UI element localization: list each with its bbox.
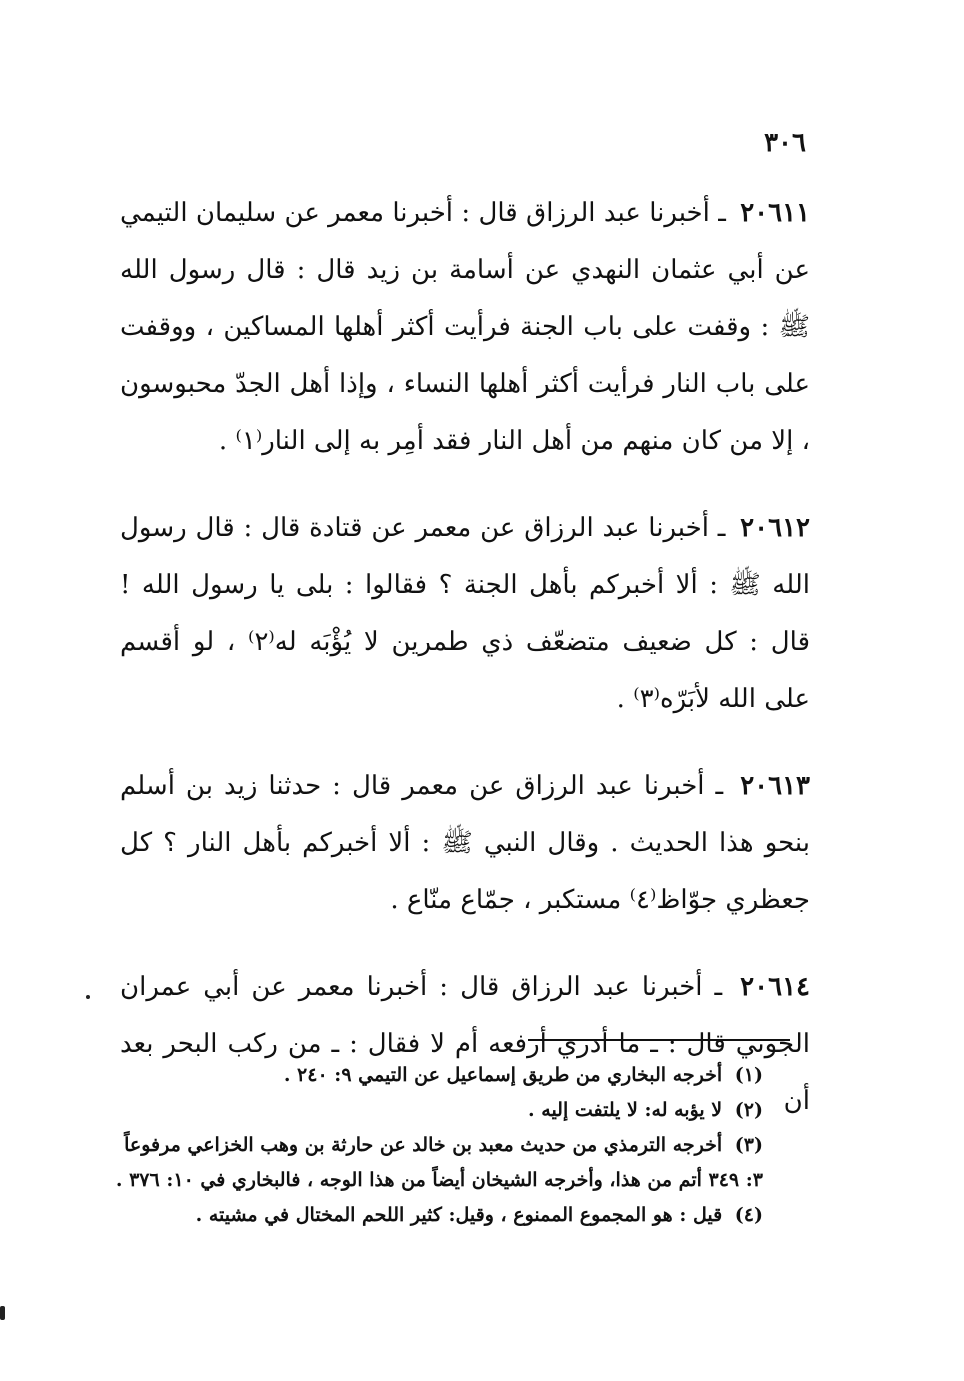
footnote: [108, 1093, 763, 1128]
footnote-marker: (٣): [734, 1134, 763, 1156]
hadith-text: ـ أخبرنا عبد الرزاق عن معمر عن قتادة قال : قال رسول الله ﷺ : ألا أخبركم بأهل الجنة ؟ فقالوا : بلى يا رسول الله ! قال : كل ضعيف متضعّف ذي طمرين لا يُؤْبَه له⁽٢⁾ ، لو أقسم على الله لأبَرّه⁽٣⁾ .: [120, 513, 811, 714]
hadith-paragraph: [120, 758, 810, 929]
footnote-text: لا يؤبه له: لا يلتفت إليه .: [528, 1099, 723, 1121]
footnote-text: أخرجه البخاري من طريق إسماعيل عن التيمي ٩: ٢٤٠ .: [283, 1064, 723, 1086]
scan-speck: [0, 1306, 5, 1320]
hadith-number: ٢٠٦١٣: [740, 771, 811, 801]
footnote-continuation: [108, 1163, 763, 1198]
hadith-number: ٢٠٦١١: [740, 198, 811, 228]
hadith-number: ٢٠٦١٢: [740, 513, 810, 543]
footnote-text: ٣: ٣٤٩ أتم من هذا، وأخرجه الشيخان أيضاً من هذا الوجه ، فالبخاري في ١٠: ٣٧٦ .: [115, 1169, 763, 1191]
hadith-text: ـ أخبرنا عبد الرزاق قال : أخبرنا معمر عن أبي عمران الجوني قال : ـ ما أدري أرفعه أم لا فقال : ـ من ركب البحر بعد أن: [120, 972, 810, 1116]
hadith-body: [120, 185, 810, 1160]
footnote-divider: [528, 1039, 790, 1041]
footnote-marker: (٤): [734, 1204, 763, 1226]
page-number: ٣٠٦: [764, 128, 806, 158]
hadith-number: ٢٠٦١٤: [740, 972, 810, 1002]
hadith-text: ـ أخبرنا عبد الرزاق عن معمر قال : حدثنا زيد بن أسلم بنحو هذا الحديث . وقال النبي ﷺ : ألا أخبركم بأهل النار ؟ كل جعظري جوّاظ⁽٤⁾ مستكبر ، جمّاع منّاع .: [120, 771, 810, 915]
footnote: [108, 1198, 763, 1233]
footnote: [108, 1128, 763, 1163]
hadith-paragraph: [120, 185, 810, 470]
hadith-text: ـ أخبرنا عبد الرزاق قال : أخبرنا معمر عن سليمان التيمي عن أبي عثمان النهدي عن أسامة بن زيد قال : قال رسول الله ﷺ : وقفت على باب الجنة فرأيت أكثر أهلها المساكين ، ووقفت على باب النار فرأيت أكثر أهلها النساء ، وإذا أهل الجدّ محبوسون ، إلا من كان منهم من أهل النار فقد أمِر به إلى النار⁽١⁾ .: [120, 198, 810, 456]
footnote: [108, 1058, 763, 1093]
footnotes: [108, 1058, 763, 1233]
hadith-paragraph: [120, 500, 810, 728]
scan-speck: [86, 995, 90, 999]
footnote-text: قيل : هو المجموع الممنوع ، وقيل: كثير اللحم المختال في مشيته .: [195, 1204, 723, 1226]
footnote-marker: (١): [734, 1064, 763, 1086]
footnote-text: أخرجه الترمذي من حديث معبد بن خالد عن حارثة بن وهب الخزاعي مرفوعاً: [124, 1134, 723, 1156]
footnote-marker: (٢): [734, 1099, 763, 1121]
